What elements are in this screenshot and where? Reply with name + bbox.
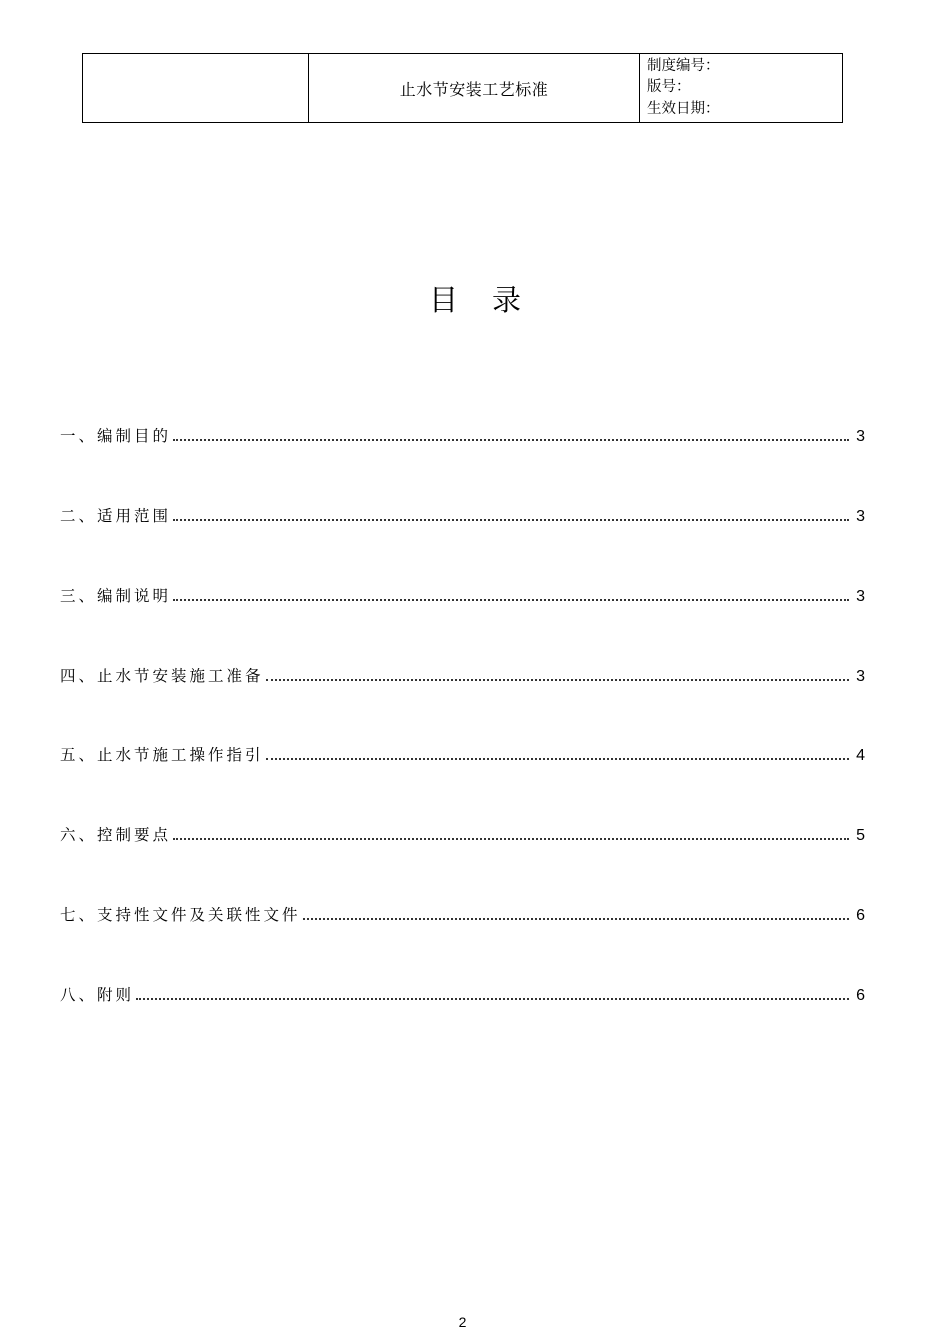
toc-entry-label: 二、适用范围 (60, 507, 172, 525)
version-label: 版号： (647, 79, 691, 96)
toc-entry-label: 六、控制要点 (60, 826, 172, 844)
toc-heading: 目录 (428, 283, 555, 317)
toc-entry-page: 3 (856, 668, 865, 685)
toc-leader-dots (173, 438, 849, 441)
toc-entry-page: 4 (856, 747, 865, 764)
toc-entry-label: 一、编制目的 (60, 427, 172, 445)
logo-cell (83, 54, 309, 123)
toc-leader-dots (173, 518, 849, 521)
toc-leader-dots (136, 997, 849, 1000)
toc-entry-6[interactable] (60, 823, 865, 845)
toc-entry-label: 八、附则 (60, 986, 135, 1004)
toc-entry-label: 七、支持性文件及关联性文件 (60, 906, 301, 924)
document-meta (640, 54, 843, 123)
toc-leader-dots (303, 917, 849, 920)
toc-entry-label: 四、止水节安装施工准备 (60, 667, 264, 685)
toc-entry-page: 6 (856, 907, 865, 924)
toc-entry-page: 3 (856, 428, 865, 445)
toc-leader-dots (266, 678, 849, 681)
toc-entry-3[interactable] (60, 584, 865, 606)
code-label: 制度编号： (647, 57, 720, 74)
document-header-table (82, 53, 843, 123)
toc-entry-page: 6 (856, 987, 865, 1004)
toc-entry-page: 3 (856, 508, 865, 525)
toc-leader-dots (173, 837, 849, 840)
toc-leader-dots (173, 598, 849, 601)
toc-leader-dots (266, 757, 849, 760)
toc-entry-7[interactable] (60, 903, 865, 925)
toc-entry-1[interactable] (60, 424, 865, 446)
toc-entry-4[interactable] (60, 664, 865, 686)
document-title: 止水节安装工艺标准 (309, 54, 640, 123)
page-number: 2 (458, 1314, 467, 1330)
toc-entry-page: 5 (856, 827, 865, 844)
toc-entry-5[interactable] (60, 743, 865, 765)
toc-entry-label: 三、编制说明 (60, 587, 172, 605)
effective-date-label: 生效日期： (647, 100, 720, 117)
toc-entry-2[interactable] (60, 504, 865, 526)
toc-entry-page: 3 (856, 588, 865, 605)
toc-entry-label: 五、止水节施工操作指引 (60, 746, 264, 764)
toc-entry-8[interactable] (60, 983, 865, 1005)
